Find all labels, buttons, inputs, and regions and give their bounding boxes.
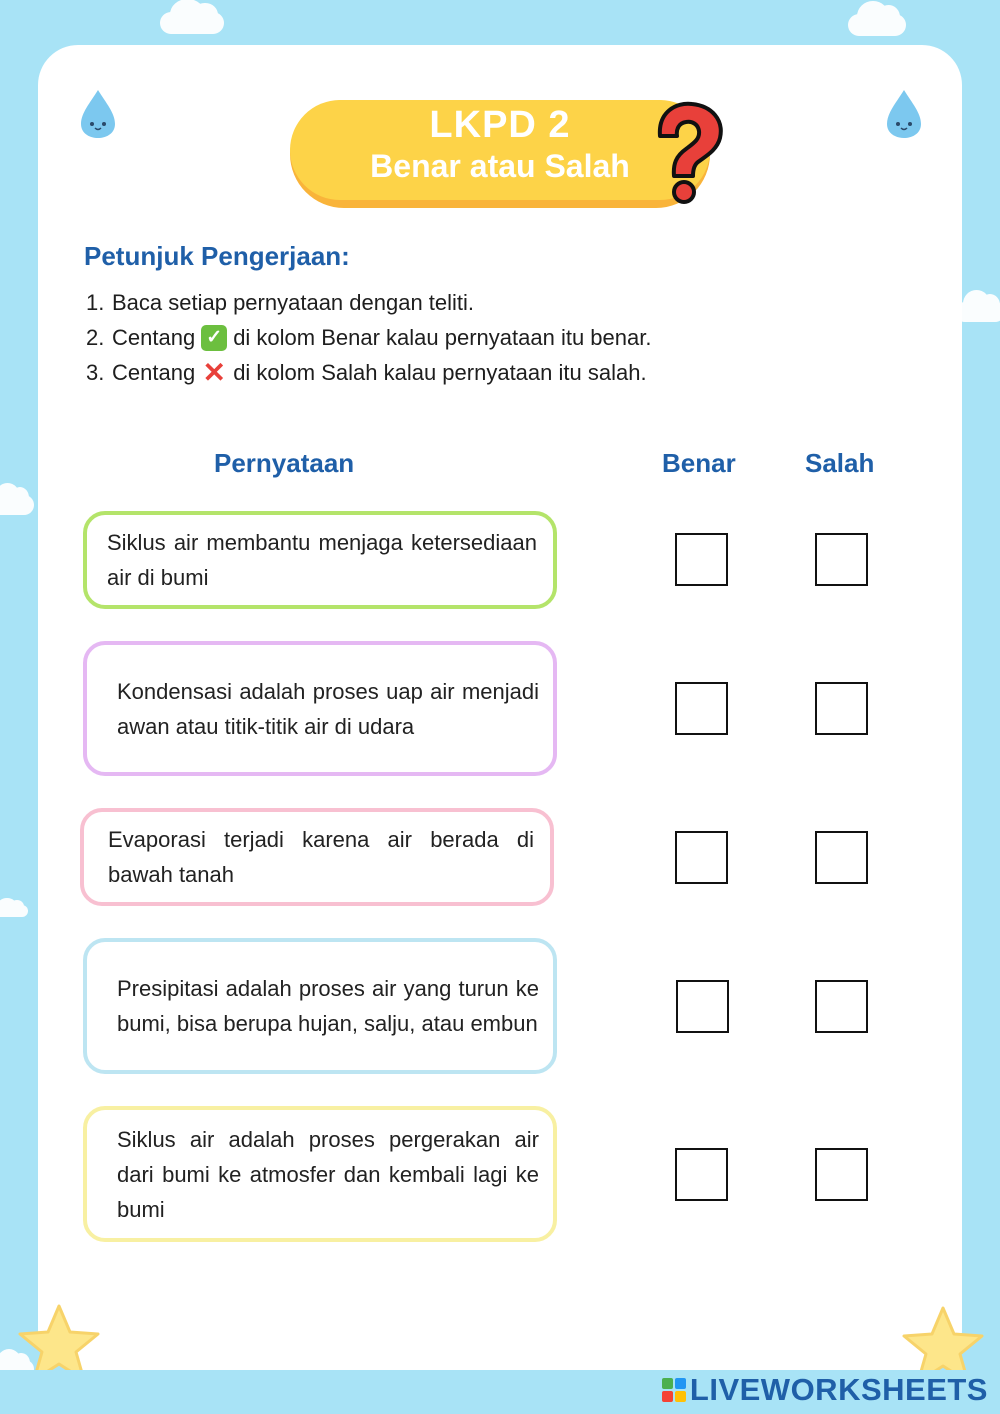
cloud-decoration [0, 905, 28, 917]
salah-checkbox-3[interactable] [815, 831, 868, 884]
header-salah: Salah [805, 448, 875, 478]
salah-checkbox-5[interactable] [815, 1148, 868, 1201]
cloud-decoration [160, 12, 224, 34]
statement-4: Presipitasi adalah proses air yang turun ke bumi, bisa berupa hujan, salju, atau embun [83, 938, 557, 1074]
statement-3: Evaporasi terjadi karena air berada di bawah tanah [80, 808, 554, 906]
benar-checkbox-3[interactable] [675, 831, 728, 884]
question-mark-icon [646, 98, 728, 206]
benar-checkbox-1[interactable] [675, 533, 728, 586]
header-benar: Benar [662, 448, 736, 478]
benar-checkbox-4[interactable] [676, 980, 729, 1033]
benar-checkbox-2[interactable] [675, 682, 728, 735]
instructions-list [86, 285, 651, 390]
instruction-item: 3. Centang ✕ di kolom Salah kalau pernyataan itu salah. [86, 356, 647, 388]
statement-2: Kondensasi adalah proses uap air menjadi awan atau titik-titik air di udara [83, 641, 557, 776]
cloud-decoration [0, 495, 34, 515]
salah-checkbox-1[interactable] [815, 533, 868, 586]
liveworksheets-logo: LIVEWORKSHEETS [662, 1372, 988, 1408]
instruction-item: 2. Centang ✓ di kolom Benar kalau pernyataan itu benar. [86, 325, 652, 350]
statement-1: Siklus air membantu menjaga ketersediaan air di bumi [83, 511, 557, 609]
instruction-item: 1. Baca setiap pernyataan dengan teliti. [86, 290, 475, 315]
instructions-title: Petunjuk Pengerjaan: [84, 241, 350, 271]
statement-5: Siklus air adalah proses pergerakan air dari bumi ke atmosfer dan kembali lagi ke bumi [83, 1106, 557, 1242]
page-title: LKPD 2 [429, 104, 571, 146]
liveworksheets-icon [662, 1378, 686, 1402]
cross-mark-icon: ✕ [202, 356, 226, 388]
header-pernyataan: Pernyataan [214, 448, 355, 478]
page-subtitle: Benar atau Salah [370, 148, 630, 184]
salah-checkbox-4[interactable] [815, 980, 868, 1033]
benar-checkbox-5[interactable] [675, 1148, 728, 1201]
cloud-decoration [848, 14, 906, 36]
salah-checkbox-2[interactable] [815, 682, 868, 735]
check-mark-icon: ✓ [201, 325, 227, 351]
